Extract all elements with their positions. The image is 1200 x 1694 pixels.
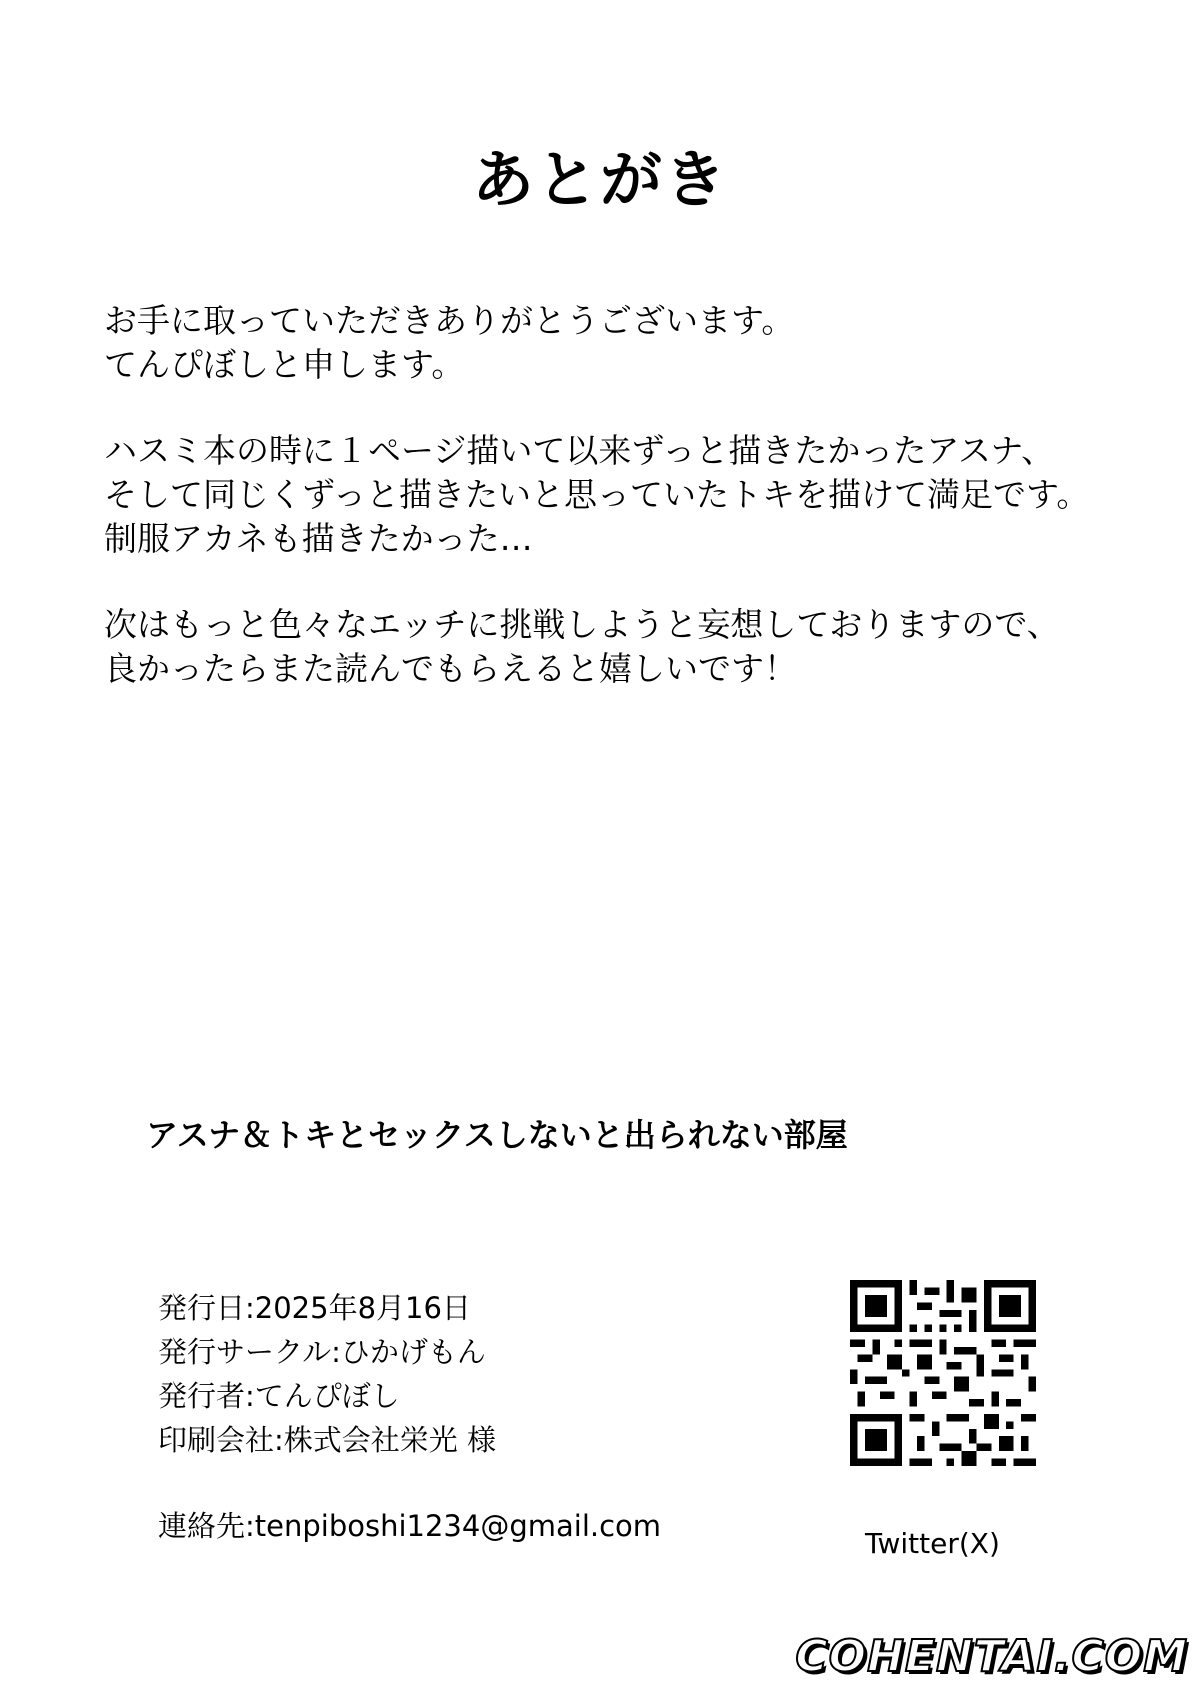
afterword-line: そして同じくずっと描きたいと思っていたトキを描けて満足です。 bbox=[104, 475, 1090, 514]
afterword-line: てんぴぼしと申します。 bbox=[104, 345, 465, 384]
qr-code-icon bbox=[850, 1280, 1036, 1466]
colophon-printer: 印刷会社:株式会社栄光 様 bbox=[158, 1423, 496, 1457]
book-title: アスナ＆トキとセックスしないと出られない部屋 bbox=[146, 1116, 848, 1154]
afterword-line: 良かったらまた読んでもらえると嬉しいです！ bbox=[104, 649, 797, 688]
colophon-date: 発行日:2025年8月16日 bbox=[158, 1291, 471, 1325]
colophon-contact: 連絡先:tenpiboshi1234@gmail.com bbox=[158, 1509, 662, 1543]
afterword-line: 次はもっと色々なエッチに挑戦しようと妄想しておりますので、 bbox=[104, 605, 1060, 644]
colophon-author: 発行者:てんぴぼし bbox=[158, 1379, 400, 1413]
qr-label: Twitter(X) bbox=[865, 1527, 1000, 1560]
watermark: COHENTAI.COM bbox=[795, 1631, 1188, 1682]
colophon-circle: 発行サークル:ひかげもん bbox=[158, 1335, 486, 1369]
page-title: あとがき bbox=[471, 143, 728, 216]
afterword-line: お手に取っていただきありがとうございます。 bbox=[104, 301, 795, 340]
afterword-line: ハスミ本の時に１ページ描いて以来ずっと描きたかったアスナ、 bbox=[104, 431, 1055, 470]
afterword-line: 制服アカネも描きたかった… bbox=[104, 519, 533, 558]
